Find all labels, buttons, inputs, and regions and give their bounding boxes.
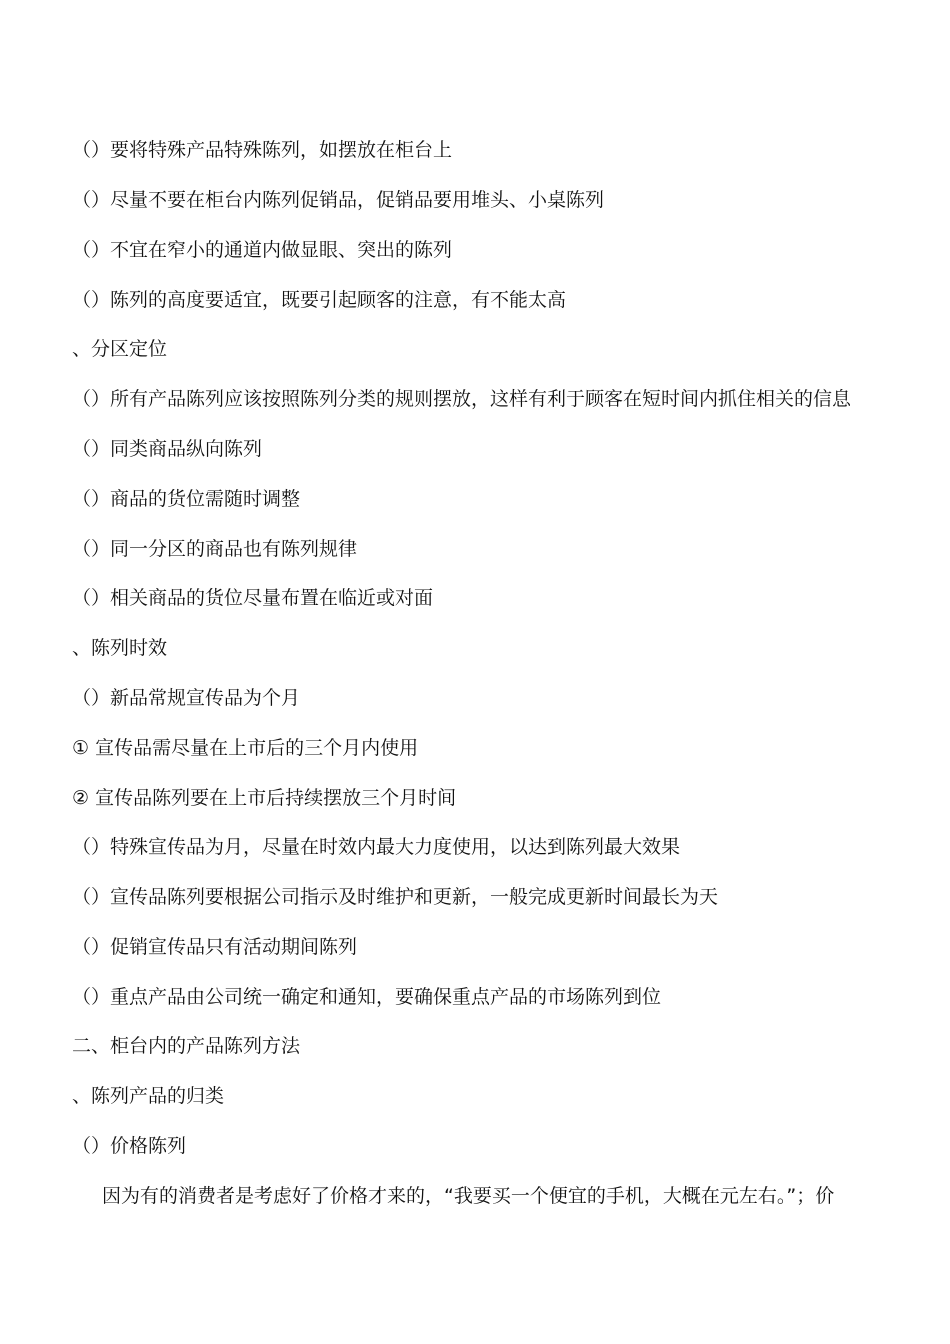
numbered-item: ① 宣传品需尽量在上市后的三个月内使用 — [72, 737, 419, 759]
list-item: （）同类商品纵向陈列 — [72, 438, 263, 460]
list-item: （）所有产品陈列应该按照陈列分类的规则摆放，这样有利于顾客在短时间内抓住相关的信息 — [72, 388, 852, 410]
list-item: （）价格陈列 — [72, 1135, 187, 1157]
list-item: （）特殊宣传品为月，尽量在时效内最大力度使用，以达到陈列最大效果 — [72, 836, 681, 858]
list-item: （）宣传品陈列要根据公司指示及时维护和更新，一般完成更新时间最长为天 — [72, 886, 719, 908]
list-item: （）相关商品的货位尽量布置在临近或对面 — [72, 587, 434, 609]
section-heading: 、分区定位 — [72, 338, 168, 360]
list-item: （）重点产品由公司统一确定和通知，要确保重点产品的市场陈列到位 — [72, 986, 662, 1008]
list-item: （）尽量不要在柜台内陈列促销品，促销品要用堆头、小桌陈列 — [72, 189, 605, 211]
section-heading: 、陈列时效 — [72, 637, 168, 659]
list-item: （）要将特殊产品特殊陈列，如摆放在柜台上 — [72, 139, 453, 161]
section-heading: 、陈列产品的归类 — [72, 1085, 225, 1107]
body-paragraph: 因为有的消费者是考虑好了价格才来的，“我要买一个便宜的手机，大概在元左右。”；价 — [102, 1185, 835, 1207]
list-item: （）不宜在窄小的通道内做显眼、突出的陈列 — [72, 239, 453, 261]
list-item: （）促销宣传品只有活动期间陈列 — [72, 936, 358, 958]
list-item: （）商品的货位需随时调整 — [72, 488, 301, 510]
chapter-heading: 二、柜台内的产品陈列方法 — [72, 1035, 301, 1057]
list-item: （）同一分区的商品也有陈列规律 — [72, 538, 358, 560]
list-item: （）陈列的高度要适宜，既要引起顾客的注意，有不能太高 — [72, 289, 567, 311]
list-item: （）新品常规宣传品为个月 — [72, 687, 301, 709]
numbered-item: ② 宣传品陈列要在上市后持续摆放三个月时间 — [72, 787, 457, 809]
